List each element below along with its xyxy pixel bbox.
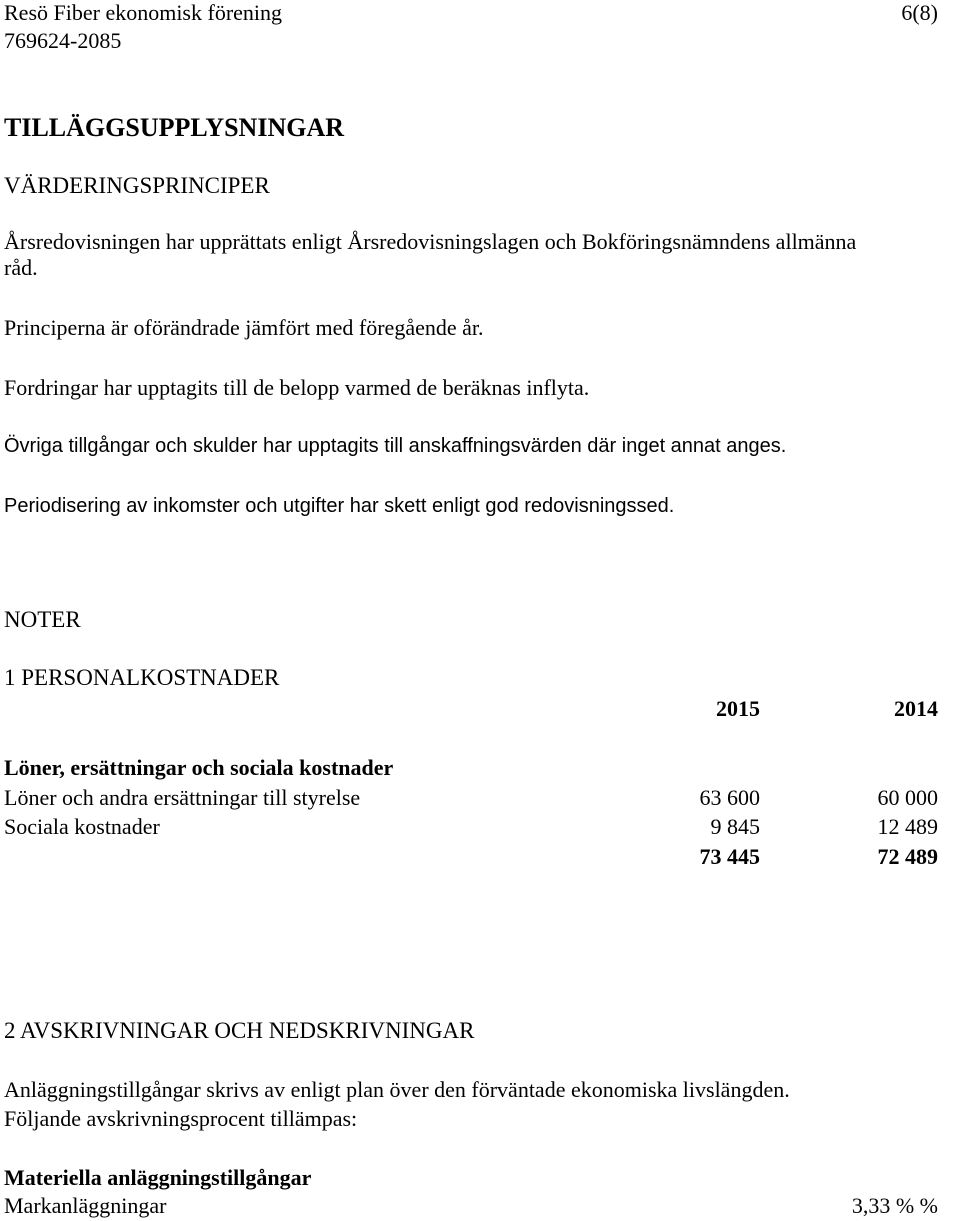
year-column-2015: 2015: [716, 696, 760, 721]
note1-row-value-2015: 63 600: [699, 785, 760, 810]
principles-para2: Principerna är oförändrade jämfört med föregående år.: [4, 315, 484, 340]
note1-total-2015: 73 445: [699, 844, 760, 869]
note2-heading: 2 AVSKRIVNINGAR OCH NEDSKRIVNINGAR: [4, 1018, 475, 1043]
notes-heading: NOTER: [4, 607, 81, 632]
note2-line2: Följande avskrivningsprocent tillämpas:: [4, 1106, 358, 1131]
note1-total-2014: 72 489: [877, 844, 938, 869]
note1-heading: 1 PERSONALKOSTNADER: [4, 665, 280, 690]
note2-line1: Anläggningstillgångar skrivs av enligt plan över den förväntade ekonomiska livslängden.: [4, 1077, 790, 1102]
principles-para5: Periodisering av inkomster och utgifter har skett enligt god redovisningssed.: [4, 495, 675, 517]
note1-row-value-2014: 60 000: [877, 785, 938, 810]
principles-para4: Övriga tillgångar och skulder har upptagits till anskaffningsvärden där inget annat anges.: [4, 435, 787, 457]
principles-para3: Fordringar har upptagits till de belopp varmed de beräknas inflyta.: [4, 375, 590, 400]
note1-row-label: Sociala kostnader: [4, 814, 160, 839]
note2-subheading: Materiella anläggningstillgångar: [4, 1165, 312, 1190]
page-title: TILLÄGGSUPPLYSNINGAR: [4, 113, 345, 142]
year-column-2014: 2014: [894, 696, 938, 721]
org-number: 769624-2085: [4, 28, 122, 53]
note2-item-value: 3,33 % %: [851, 1193, 938, 1218]
principles-heading: VÄRDERINGSPRINCIPER: [4, 173, 270, 198]
note1-group-label: Löner, ersättningar och sociala kostnader: [4, 755, 394, 780]
note1-row-label: Löner och andra ersättningar till styrelse: [4, 785, 361, 810]
note2-item-label: Markanläggningar: [4, 1193, 167, 1218]
page-number: 6(8): [901, 0, 938, 25]
company-name: Resö Fiber ekonomisk förening: [4, 0, 283, 25]
note1-row-value-2015: 9 845: [710, 814, 760, 839]
principles-para1-line2: råd.: [4, 255, 38, 280]
note1-row-value-2014: 12 489: [877, 814, 938, 839]
principles-para1-line1: Årsredovisningen har upprättats enligt Årsredovisningslagen och Bokföringsnämndens allmänna: [4, 229, 857, 254]
